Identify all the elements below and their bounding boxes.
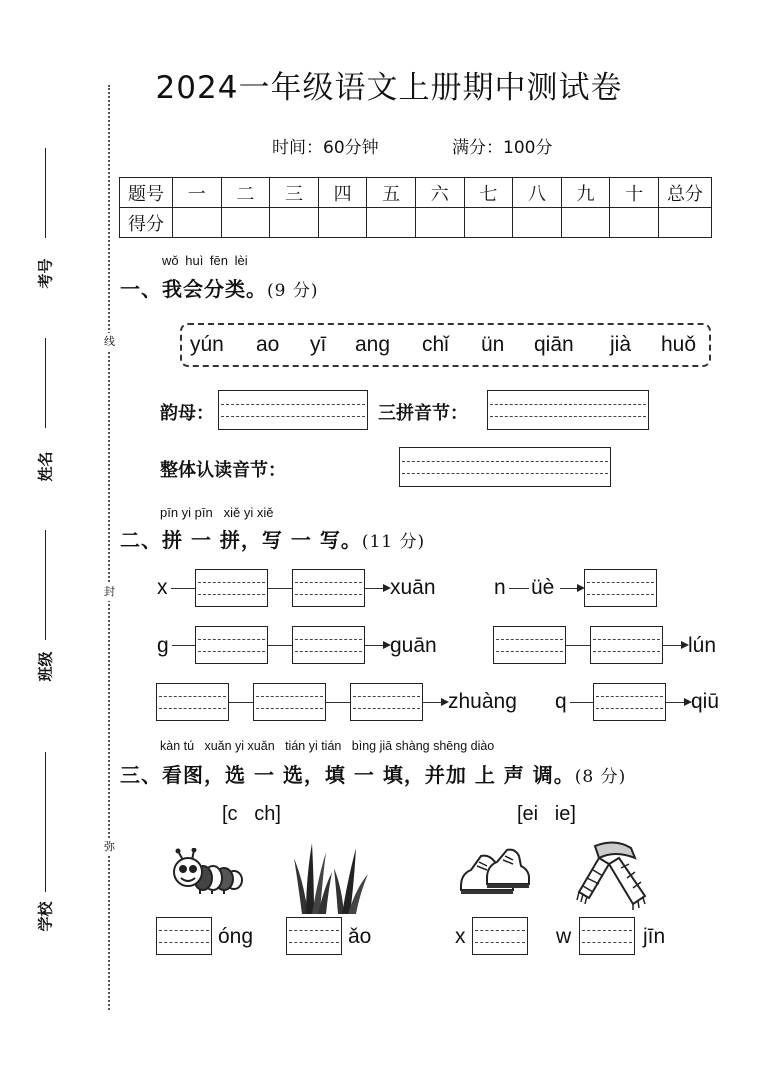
connector-line <box>229 702 253 703</box>
spell-answer-box[interactable] <box>292 569 365 607</box>
spell-answer-box[interactable] <box>195 626 268 664</box>
score-input-cell[interactable] <box>270 208 319 238</box>
binding-mark-line: 线 <box>104 333 115 351</box>
table-cell: 三 <box>270 178 319 208</box>
fill-suffix: jīn <box>643 925 666 948</box>
connector-line <box>268 645 292 646</box>
score-input-cell[interactable] <box>658 208 711 238</box>
name-line[interactable] <box>45 338 46 428</box>
connector-line <box>171 588 195 589</box>
arrow-icon <box>663 645 687 646</box>
score-input-cell[interactable] <box>513 208 562 238</box>
binding-dotted-line <box>108 85 110 1010</box>
spell-result: qiū <box>691 690 720 713</box>
connector-line <box>326 702 350 703</box>
section3-pinyin: kàn tú xuǎn yi xuǎn tián yi tián bìng jiā shàng shēng diào <box>160 739 495 753</box>
section1-title-text: 一、我会分类。 <box>120 277 267 301</box>
spell-answer-box[interactable] <box>350 683 423 721</box>
table-cell: 五 <box>367 178 416 208</box>
arrow-icon <box>365 588 389 589</box>
connector-line <box>268 588 292 589</box>
table-cell: 四 <box>318 178 367 208</box>
score-table <box>119 177 712 238</box>
connector-line <box>566 645 590 646</box>
table-cell: 六 <box>415 178 464 208</box>
table-cell: 二 <box>221 178 270 208</box>
class-line[interactable] <box>45 530 46 640</box>
section3-title-text: 三、看图，选 一 选，填 一 填，并加 上 声 调。 <box>120 763 575 787</box>
section2-title-text: 二、拼 一 拼，写 一 写。 <box>120 528 362 552</box>
vowels-answer-box[interactable] <box>218 390 368 430</box>
score-table-score-row <box>120 208 712 238</box>
school-line[interactable] <box>45 752 46 892</box>
table-cell: 七 <box>464 178 513 208</box>
page-title: 2024一年级语文上册期中测试卷 <box>155 70 623 106</box>
time-limit: 时间：60分钟 <box>272 138 379 158</box>
spell-initial: g <box>157 634 169 657</box>
exam-number-line[interactable] <box>45 148 46 238</box>
fill-answer-box[interactable] <box>156 917 212 955</box>
spell-initial: q <box>555 690 567 713</box>
spell-result: xuān <box>390 576 436 599</box>
syllable: yī <box>310 333 327 356</box>
score-input-cell[interactable] <box>561 208 610 238</box>
syllable: ün <box>481 333 505 356</box>
arrow-icon <box>560 588 583 589</box>
arrow-icon <box>365 645 389 646</box>
table-cell: 总分 <box>658 178 711 208</box>
syllable: qiān <box>534 333 574 356</box>
table-cell: 得分 <box>120 208 173 238</box>
choice-bracket-ei-ie: [ei ie] <box>517 803 576 825</box>
section3-points: (8 分) <box>574 767 627 787</box>
spell-answer-box[interactable] <box>590 626 663 664</box>
binding-mark-seal: 封 <box>104 583 115 601</box>
score-table-header-row <box>120 178 712 208</box>
name-label: 姓名 <box>36 451 55 482</box>
binding-mark-close: 弥 <box>104 838 115 856</box>
fill-prefix: w <box>556 925 572 948</box>
scarf-icon <box>575 838 649 912</box>
three-part-label: 三拼音节： <box>378 403 468 424</box>
school-label: 学校 <box>36 901 55 932</box>
spell-answer-box[interactable] <box>156 683 229 721</box>
fill-suffix: ǎo <box>348 925 372 948</box>
caterpillar-icon <box>170 848 244 896</box>
connector-line <box>509 588 529 589</box>
full-score: 满分：100分 <box>452 138 553 158</box>
grass-icon <box>292 838 372 914</box>
score-input-cell[interactable] <box>610 208 659 238</box>
score-input-cell[interactable] <box>415 208 464 238</box>
spell-result: zhuàng <box>448 690 517 713</box>
arrow-icon <box>666 702 690 703</box>
section1-pinyin: wǒ huì fēn lèi <box>162 253 248 268</box>
spell-answer-box[interactable] <box>292 626 365 664</box>
syllable: yún <box>190 333 224 356</box>
section1-points: (9 分) <box>267 281 319 301</box>
fill-answer-box[interactable] <box>286 917 342 955</box>
fill-answer-box[interactable] <box>472 917 528 955</box>
spell-result: lún <box>688 634 717 657</box>
spell-answer-box[interactable] <box>584 569 657 607</box>
spell-answer-box[interactable] <box>593 683 666 721</box>
syllable: jià <box>610 333 632 356</box>
spell-final: üè <box>531 576 555 599</box>
score-input-cell[interactable] <box>318 208 367 238</box>
section2-points: (11 分) <box>361 532 426 552</box>
exam-number-label: 考号 <box>36 258 55 289</box>
section2-title <box>120 524 425 553</box>
score-input-cell[interactable] <box>367 208 416 238</box>
spell-result: guān <box>390 634 437 657</box>
fill-prefix: x <box>455 925 466 948</box>
vowels-label: 韵母： <box>160 403 214 424</box>
connector-line <box>570 702 593 703</box>
syllable: ao <box>256 333 280 356</box>
syllable: chǐ <box>422 333 449 356</box>
section1-title <box>120 273 318 302</box>
arrow-icon <box>423 702 447 703</box>
table-cell: 题号 <box>120 178 173 208</box>
whole-syllable-label: 整体认读音节： <box>160 460 286 481</box>
spell-answer-box[interactable] <box>195 569 268 607</box>
connector-line <box>172 645 195 646</box>
section3-title <box>120 759 626 788</box>
syllable: huǒ <box>661 333 697 356</box>
table-cell: 八 <box>513 178 562 208</box>
fill-suffix: óng <box>218 925 254 948</box>
table-cell: 九 <box>561 178 610 208</box>
score-input-cell[interactable] <box>173 208 222 238</box>
class-label: 班级 <box>36 651 55 682</box>
choice-bracket-c-ch: [c ch] <box>222 803 281 825</box>
table-cell: 十 <box>610 178 659 208</box>
spell-initial: x <box>157 576 168 599</box>
spell-answer-box[interactable] <box>493 626 566 664</box>
three-part-answer-box[interactable] <box>487 390 649 430</box>
section2-pinyin: pīn yi pīn xiě yi xiě <box>160 505 274 520</box>
spell-initial: n <box>494 576 506 599</box>
spell-answer-box[interactable] <box>253 683 326 721</box>
table-cell: 一 <box>173 178 222 208</box>
sneakers-icon <box>457 848 531 898</box>
syllable: ang <box>355 333 391 356</box>
score-input-cell[interactable] <box>221 208 270 238</box>
score-input-cell[interactable] <box>464 208 513 238</box>
whole-syllable-answer-box[interactable] <box>399 447 611 487</box>
fill-answer-box[interactable] <box>579 917 635 955</box>
